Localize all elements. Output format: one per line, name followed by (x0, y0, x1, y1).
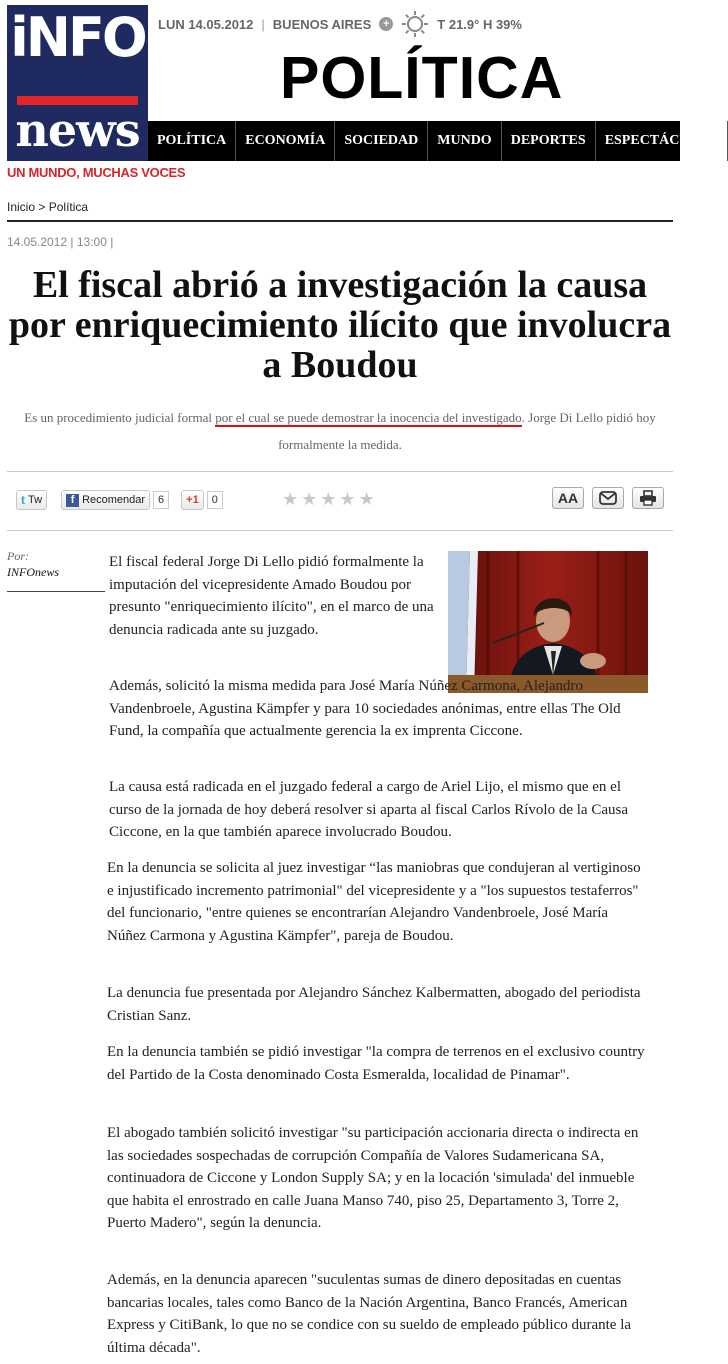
subhead-text-end: . Jorge Di Lello pidió hoy formalmente la medida. (278, 410, 656, 452)
nav-item-espectaculos[interactable]: ESPECTÁCULOS (596, 121, 728, 161)
nav-item-politica[interactable]: POLÍTICA (148, 121, 236, 161)
site-tagline: UN MUNDO, MUCHAS VOCES (7, 165, 186, 180)
star-icon[interactable]: ★ (320, 489, 337, 509)
divider: | (261, 16, 265, 32)
breadcrumb (7, 200, 88, 214)
nav-item-economia[interactable]: ECONOMÍA (236, 121, 335, 161)
facebook-icon: f (66, 494, 79, 507)
article-subhead (0, 404, 680, 458)
facebook-count: 6 (153, 491, 169, 509)
sun-icon (401, 10, 429, 38)
gplus-button[interactable] (181, 490, 204, 510)
font-size-label: AA (557, 490, 579, 506)
article-paragraph: El fiscal federal Jorge Di Lello pidió formalmente la imputación del vicepresidente Amado Boudou por presunto "enriquecimiento ilícito", en el marco de una denuncia radicada ante su juzgado. (109, 554, 434, 638)
gplus-label: +1 (186, 494, 199, 506)
logo-text-news: news (15, 103, 140, 157)
article-headline: El fiscal abrió a investigación la causa por enriquecimiento ilícito que involucra a Boudou (8, 264, 672, 386)
main-nav (148, 121, 718, 161)
rating-stars (282, 489, 375, 509)
site-logo[interactable] (7, 5, 148, 161)
twitter-icon: t (21, 493, 25, 507)
subhead-text: Es un procedimiento judicial formal (24, 410, 216, 425)
byline-label: Por: (7, 549, 29, 563)
top-info-bar (158, 10, 522, 38)
article-paragraph: La causa está radicada en el juzgado federal a cargo de Ariel Lijo, el mismo que en el curso de la jornada de hoy deberá resolver si aparta al fiscal Carlos Rívolo de la Causa Ciccone, en la que también aparece involucrado Boudou. (109, 779, 628, 840)
email-button[interactable] (592, 487, 624, 509)
nav-item-sociedad[interactable]: SOCIEDAD (335, 121, 428, 161)
star-icon[interactable]: ★ (339, 489, 356, 509)
byline (7, 549, 59, 580)
star-icon[interactable]: ★ (301, 489, 318, 509)
breadcrumb-home[interactable]: Inicio (7, 200, 36, 214)
article-paragraph: Además, en la denuncia aparecen "suculentas sumas de dinero depositadas en cuentas bancarias locales, tales como Banco de la Nación Argentina, Banco Francés, American Express y CitiBank, lo que no se condice con su sueldo de empleado público durante la última década". (107, 1272, 632, 1356)
article-paragraph: La denuncia fue presentada por Alejandro Sánchez Kalbermatten, abogado del periodista Cristian Sanz. (107, 985, 641, 1024)
share-bottom-divider (7, 530, 673, 531)
twitter-button[interactable] (16, 490, 47, 510)
star-icon[interactable]: ★ (358, 489, 375, 509)
article-paragraph: Además, solicitó la misma medida para José María Núñez Carmona, Alejandro Vandenbroele, Agustina Kämpfer y para 10 sociedades anónimas, entre ellas The Old Fund, la compañía que actualmente gerencia la ex imprenta Ciccone. (109, 678, 621, 739)
article-dateline: 14.05.2012 | 13:00 | (7, 235, 114, 249)
plus-icon[interactable]: + (379, 17, 393, 31)
byline-author[interactable]: INFOnews (7, 565, 59, 579)
article-paragraph: En la denuncia también se pidió investigar "la compra de terrenos en el exclusivo country del Partido de la Costa denominado Costa Esmeralda, localidad de Pinamar". (107, 1044, 645, 1083)
star-icon[interactable]: ★ (282, 489, 299, 509)
photo-illustration (448, 551, 648, 693)
article-paragraph: En la denuncia se solicita al juez investigar “las maniobras que condujeran al vertiginoso e injustificado incremento patrimonial" del vicepresidente y a "los supuestos testaferros" del funcionario, "entre quienes se encontrarían Alejandro Vandenbroele, José María Núñez Carmona y Agustina Kämpfer", pareja de Boudou. (107, 860, 641, 944)
breadcrumb-divider (7, 220, 673, 222)
gplus-count: 0 (207, 491, 223, 509)
city-name: BUENOS AIRES (272, 16, 372, 32)
article-photo[interactable] (448, 551, 648, 693)
weather-readout: T 21.9° H 39% (437, 16, 522, 32)
facebook-recommend-button[interactable] (61, 490, 150, 510)
breadcrumb-separator: > (38, 200, 46, 214)
current-date: LUN 14.05.2012 (158, 16, 254, 32)
logo-text-info: iNFO (10, 6, 145, 69)
byline-divider (7, 591, 105, 592)
share-bar (16, 490, 223, 510)
article-paragraph: El abogado también solicitó investigar "su participación accionaria directa o indirecta en las sociedades sospechadas de corrupción Compañía de Valores Sudamericana SA, continuadora de Ciccone y London Supply SA; y en la locación 'simulada' del inmueble que habita el enrostrado en calle Juana Manso 740, piso 25, Departamento 3, Torre 2, Puerto Madero", según la denuncia. (107, 1125, 639, 1231)
subhead-highlight: por el cual se puede demostrar la inocencia del investigado (215, 410, 522, 425)
article-tools (552, 487, 664, 509)
breadcrumb-current[interactable]: Política (48, 200, 89, 214)
section-title: POLÍTICA (280, 45, 564, 111)
twitter-label: Tw (28, 494, 43, 506)
nav-item-deportes[interactable]: DEPORTES (502, 121, 596, 161)
print-button[interactable] (632, 487, 664, 509)
facebook-label: Recomendar (82, 494, 146, 506)
font-size-button[interactable] (552, 487, 584, 509)
print-icon (639, 490, 657, 506)
share-top-divider (7, 471, 673, 472)
mail-icon (599, 491, 617, 505)
nav-item-mundo[interactable]: MUNDO (428, 121, 501, 161)
